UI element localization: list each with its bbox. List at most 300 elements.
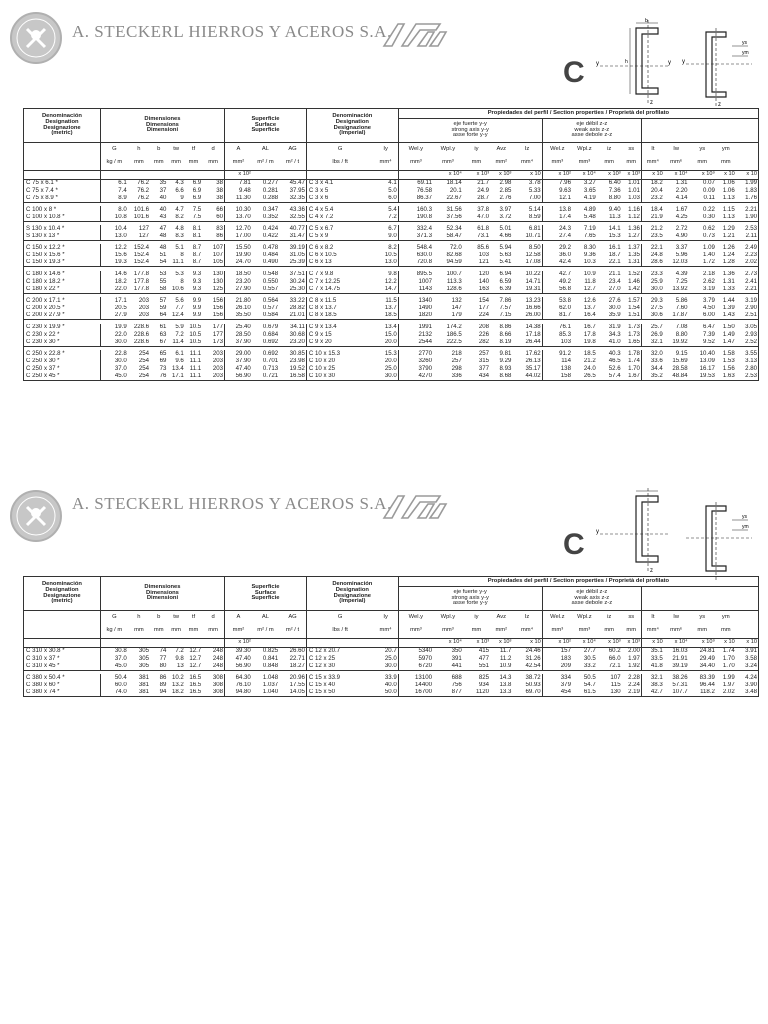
table-cell: 6.00 <box>703 312 715 319</box>
table-cell: 37.56 <box>446 213 462 220</box>
svg-text:y: y <box>668 60 671 66</box>
table-cell: 434 <box>478 372 490 379</box>
symbol-header: d <box>202 611 224 625</box>
symbol-header: ss <box>622 143 642 157</box>
table-cell: 0.352 <box>262 213 279 220</box>
table-cell: 32.1 <box>650 338 663 345</box>
table-cell: 2.02 <box>722 689 735 696</box>
table-cell: C 15 x 50 <box>308 689 335 696</box>
table-cell: 1.92 <box>622 663 642 671</box>
table-cell: 50.0 <box>373 689 398 697</box>
table-cell: 1007 <box>418 278 432 285</box>
table-cell: 63 <box>159 331 167 338</box>
table-cell: 72.0 <box>449 244 462 251</box>
unit-header: mm⁴ <box>512 625 542 639</box>
table-cell: 1.01 <box>622 187 642 195</box>
table-cell: 27.90 <box>235 285 251 292</box>
unit-header: mm <box>604 627 615 634</box>
table-cell: 86.37 <box>416 194 432 201</box>
symbol-header: h <box>137 613 141 620</box>
table-cell: 1.49 <box>722 331 735 338</box>
table-cell: 8.80 <box>675 331 688 338</box>
table-cell: 37.8 <box>477 206 490 213</box>
table-cell: 50.5 <box>583 674 596 681</box>
table-cell: 21.1 <box>608 270 621 278</box>
table-cell: 2.73 <box>745 270 757 278</box>
table-cell: 82.68 <box>446 251 462 259</box>
table-cell: 14.3 <box>499 674 512 681</box>
weak-axis-header: eje débil z-z weak axis z-z asse debole z-z <box>542 119 641 143</box>
dimensions-header: Dimensiones Dimensions Dimensioni <box>100 109 224 143</box>
table-cell: 77 <box>159 655 167 662</box>
symbol-header: ys <box>699 145 706 152</box>
table-cell: 60.2 <box>608 647 621 655</box>
table-cell: 0.557 <box>262 285 279 292</box>
table-row <box>24 244 759 252</box>
table-cell: 4.89 <box>583 206 596 213</box>
table-cell: 5340 <box>418 647 432 655</box>
denomination-imperial-header: Denominación Designation Designazione (Imperial) <box>306 577 398 611</box>
table-cell: 33.6 <box>650 357 663 365</box>
table-cell: 22.67 <box>446 194 462 201</box>
table-cell: 37 <box>159 187 167 194</box>
table-cell: 177.8 <box>133 285 150 292</box>
table-cell: 57 <box>159 297 167 304</box>
table-cell: 24.9 <box>477 187 490 194</box>
table-cell: 35.2 <box>650 372 663 379</box>
table-cell: 30.6 <box>650 312 663 319</box>
table-cell: 1.31 <box>722 278 735 285</box>
table-cell: 61 <box>159 323 167 331</box>
table-cell: 17.1 <box>114 297 127 304</box>
table-row <box>24 324 759 332</box>
table-cell: 0.478 <box>262 244 279 251</box>
table-cell: 257 <box>451 357 462 365</box>
table-cell: C 6 x 8.2 <box>308 244 334 251</box>
table-cell: 5.6 <box>175 297 184 304</box>
table-cell: 7.86 <box>499 297 512 304</box>
svg-text:y: y <box>596 61 599 67</box>
symbol-header: Iz <box>512 143 542 157</box>
table-cell: 4.25 <box>675 213 688 220</box>
table-cell: 10.4 <box>114 225 127 232</box>
table-cell: 1.43 <box>722 312 735 319</box>
table-cell: 8.3 <box>175 232 184 239</box>
denomination-imperial-header: Denominación Designation Designazione (Imperial) <box>306 109 398 143</box>
table-row <box>24 278 759 286</box>
table-cell: 3.58 <box>745 655 757 662</box>
table-cell: 1.35 <box>622 252 642 260</box>
table-cell: 13 <box>177 662 184 669</box>
table-cell: 45.0 <box>114 662 127 669</box>
channel-section-diagram <box>596 18 674 106</box>
svg-text:ys: ys <box>742 40 747 46</box>
table-cell: 9.8 <box>373 271 398 279</box>
table-cell: 1.040 <box>262 689 279 696</box>
unit-header: mm² <box>495 627 508 634</box>
table-cell: 34.4 <box>650 365 663 372</box>
table-cell: C 7 x 14.75 <box>308 285 341 292</box>
table-cell: 209 <box>560 662 571 669</box>
table-cell: C 15 x 40 <box>308 681 335 689</box>
table-cell: 50.93 <box>512 682 542 690</box>
table-cell: 5.86 <box>675 297 688 304</box>
table-cell: 8.50 <box>512 244 542 252</box>
table-cell: 248 <box>202 648 224 656</box>
table-cell: 3.90 <box>745 681 757 689</box>
table-cell: 32.0 <box>650 350 663 357</box>
unit-header: mm <box>471 627 482 634</box>
table-cell: 73.1 <box>477 232 490 239</box>
table-cell: 0.22 <box>703 206 715 213</box>
table-cell: 1.50 <box>722 323 735 331</box>
table-cell: 1.47 <box>722 338 735 345</box>
table-cell: 6.81 <box>512 225 542 233</box>
table-cell: 3260 <box>418 357 432 365</box>
unit-header: mm <box>471 159 482 166</box>
table-cell: 2.72 <box>675 225 688 232</box>
table-cell: 0.679 <box>262 323 279 331</box>
table-cell: 27.9 <box>114 312 127 319</box>
table-cell: C 75 x 7.4 * <box>24 187 101 195</box>
table-cell: C 250 x 30 * <box>24 358 101 366</box>
table-cell: 548.4 <box>416 244 432 251</box>
table-cell: 248 <box>202 655 224 663</box>
table-cell: C 12 x 25 <box>308 655 335 662</box>
table-cell: 5.1 <box>175 244 184 251</box>
table-cell: 34.11 <box>279 324 306 332</box>
table-cell: C 250 x 37 * <box>24 365 101 373</box>
table-cell: 2.18 <box>703 270 715 278</box>
svg-text:z: z <box>650 568 653 574</box>
table-cell: 19.52 <box>279 365 306 373</box>
table-cell: 3.27 <box>583 179 596 187</box>
table-cell: C 380 x 60 * <box>24 682 101 690</box>
table-cell: 203 <box>202 365 224 373</box>
table-cell: 8.86 <box>499 323 512 331</box>
table-cell: 7.36 <box>608 187 621 194</box>
unit-header: mm³ <box>410 627 422 634</box>
table-cell: 10.71 <box>512 233 542 241</box>
table-cell: 203 <box>138 304 150 312</box>
table-cell: 12.58 <box>512 252 542 260</box>
table-cell: 121 <box>478 259 490 266</box>
table-cell: 23.2 <box>650 194 663 201</box>
table-cell: 4.66 <box>499 232 512 239</box>
table-cell: 4.3 <box>175 179 184 187</box>
table-cell: 1.33 <box>722 285 735 292</box>
table-cell: 107.7 <box>672 689 688 696</box>
table-cell: 42.7 <box>559 270 571 278</box>
table-cell: C 15 x 33.9 <box>308 674 341 681</box>
table-cell: 14.7 <box>373 286 398 294</box>
table-cell: 1.36 <box>622 225 642 233</box>
table-cell: 23.20 <box>235 278 251 285</box>
table-cell: 16.7 <box>583 323 596 331</box>
table-cell: 7.81 <box>238 179 251 187</box>
table-cell: 305 <box>138 647 150 655</box>
table-cell: 7.57 <box>499 304 512 312</box>
table-cell: 0.73 <box>703 232 715 239</box>
table-cell: 1.40 <box>703 251 715 259</box>
table-cell: 40.77 <box>279 225 306 233</box>
table-cell: 158 <box>560 372 571 379</box>
table-cell: 16.5 <box>189 674 202 681</box>
unit-header: mm <box>134 627 144 634</box>
symbol-header: Wel.y <box>408 145 424 152</box>
table-row <box>24 358 759 366</box>
table-cell: 16.4 <box>583 312 596 319</box>
table-cell: 1.58 <box>722 350 735 357</box>
table-cell: 25.7 <box>650 323 663 331</box>
table-cell: 0.277 <box>262 179 279 187</box>
table-cell: C 8 x 18.5 <box>308 312 337 319</box>
table-cell: 9.36 <box>583 251 596 259</box>
svg-text:z: z <box>650 100 653 106</box>
table-cell: 35.9 <box>608 312 621 319</box>
table-cell: 7.4 <box>118 187 127 194</box>
table-cell: 41.8 <box>650 662 663 669</box>
symbol-header: tf <box>191 613 196 620</box>
table-cell: 16700 <box>415 689 432 696</box>
table-cell: 218 <box>451 350 462 357</box>
table-cell: 10.9 <box>499 662 512 669</box>
symbol-header: ym <box>721 145 730 152</box>
table-cell: 190.8 <box>416 213 432 220</box>
table-cell: 1.26 <box>722 244 735 251</box>
table-cell: 1.83 <box>745 187 757 194</box>
table-cell: 0.422 <box>262 232 279 239</box>
symbol-header: G <box>337 145 343 152</box>
table-cell: 0.684 <box>262 331 279 338</box>
symbol-header: ss <box>622 611 642 625</box>
table-cell: 5970 <box>418 655 432 662</box>
table-cell: 7.5 <box>192 213 202 220</box>
table-cell: 23.20 <box>279 339 306 347</box>
channel-profile-diagram <box>682 28 754 108</box>
table-cell: 26.60 <box>279 648 306 656</box>
table-cell: 37.51 <box>279 271 306 279</box>
table-cell: 2.93 <box>745 331 757 338</box>
table-cell: 130 <box>202 271 224 279</box>
table-cell: 454 <box>560 689 571 696</box>
table-cell: 24.0 <box>583 365 596 372</box>
table-cell: 0.347 <box>262 206 279 213</box>
unit-header: mm <box>604 159 615 166</box>
table-cell: 0.548 <box>262 270 279 278</box>
table-cell: 24.3 <box>559 225 571 232</box>
table-cell: 18.2 <box>650 179 663 187</box>
table-cell: 9.9 <box>192 297 202 304</box>
unit-header: mm <box>697 159 708 166</box>
svg-text:ys: ys <box>742 514 747 520</box>
table-cell: 1.27 <box>622 233 642 241</box>
table-cell: 6.40 <box>608 179 621 187</box>
table-cell: C 5 x 9 <box>308 232 329 239</box>
table-cell: C 150 x 19.3 * <box>24 259 101 267</box>
table-cell: 69 <box>159 357 167 365</box>
unit-header: mm⁶ <box>670 627 683 634</box>
table-cell: 28.82 <box>279 305 306 313</box>
company-seal-icon <box>10 490 62 542</box>
table-cell: 2544 <box>418 338 432 345</box>
table-cell: C 150 x 12.2 * <box>24 244 101 252</box>
table-cell: 83.39 <box>699 674 715 681</box>
table-cell: 7.2 <box>175 647 184 655</box>
table-cell: 30.5 <box>583 655 596 662</box>
unit-header: mm² <box>232 627 245 634</box>
table-cell: 825 <box>478 674 490 681</box>
table-cell: 12.6 <box>583 297 596 304</box>
table-cell: 5.01 <box>499 225 512 232</box>
table-cell: 8.2 <box>175 213 184 220</box>
table-cell: C 6 x 10.5 <box>308 251 337 259</box>
table-cell: 45.0 <box>114 372 127 379</box>
table-cell: 6.1 <box>118 179 127 187</box>
table-cell: 9.3 <box>192 278 202 285</box>
table-cell: 37.0 <box>114 365 127 372</box>
section-properties-header: Propiedades del perfil / Section properties / Proprietà del profilato <box>398 577 758 587</box>
table-cell: 12.1 <box>559 194 571 201</box>
unit-header: mm <box>188 159 199 166</box>
table-cell: 38.3 <box>650 681 663 689</box>
table-cell: 9.6 <box>175 357 184 365</box>
table-cell: 107 <box>610 674 621 681</box>
table-cell: 2770 <box>418 350 432 357</box>
unit-header: mm³ <box>442 627 454 634</box>
table-cell: 30.0 <box>373 663 398 671</box>
table-cell: 10.5 <box>189 323 202 331</box>
table-cell: 282 <box>478 338 490 345</box>
table-cell: 152.4 <box>133 251 150 259</box>
table-cell: C 10 x 25 <box>308 365 335 372</box>
symbol-header: A <box>236 145 241 152</box>
table-cell: 18.4 <box>650 206 663 213</box>
symbol-header: iz <box>607 613 612 620</box>
table-cell: 20.96 <box>279 674 306 682</box>
table-cell: 15.50 <box>235 244 251 251</box>
symbol-header: Avz <box>496 145 507 152</box>
table-cell: 4.39 <box>675 270 688 278</box>
unit-header: m² / m <box>257 159 274 166</box>
table-cell: 3.48 <box>745 689 757 696</box>
table-cell: 1.56 <box>722 365 735 372</box>
table-cell: 2.41 <box>745 278 757 285</box>
table-cell: 147 <box>451 304 462 312</box>
table-cell: 0.490 <box>262 259 279 266</box>
unit-header: mm <box>153 627 164 634</box>
table-cell: 3.79 <box>703 297 715 304</box>
table-cell: 14.71 <box>512 278 542 286</box>
table-cell: 2.53 <box>745 225 757 232</box>
table-cell: 9.29 <box>499 357 512 365</box>
table-cell: 23.3 <box>650 270 663 278</box>
table-cell: C 200 x 27.9 * <box>24 312 101 320</box>
unit-header: mm³ <box>442 159 454 166</box>
table-cell: 154 <box>478 297 490 304</box>
table-cell: 186.5 <box>446 331 462 338</box>
table-cell: 9.8 <box>175 655 184 662</box>
table-cell: 2.90 <box>745 304 757 312</box>
table-cell: 15.0 <box>373 331 398 339</box>
table-cell: 64.30 <box>235 674 251 681</box>
table-cell: 16.5 <box>189 689 202 696</box>
table-cell: 33.5 <box>650 655 663 662</box>
table-cell: 76 <box>159 372 167 379</box>
table-cell: 160.3 <box>416 206 432 213</box>
unit-header: m² / t <box>279 625 306 639</box>
table-cell: 25.0 <box>373 365 398 373</box>
unit-header: mm <box>697 627 708 634</box>
table-cell: 11.2 <box>499 655 512 662</box>
table-cell: 10.30 <box>235 206 251 213</box>
table-cell: 25.30 <box>279 286 306 294</box>
table-cell: 6.1 <box>175 350 184 357</box>
symbol-header: Iy <box>373 143 398 157</box>
table-cell: 29.3 <box>650 297 663 304</box>
table-cell: 1991 <box>418 323 432 331</box>
table-cell: 58.47 <box>446 232 462 239</box>
table-cell: C 380 x 50.4 * <box>24 674 101 682</box>
table-cell: 51 <box>159 251 167 259</box>
table-cell: 391 <box>451 655 462 662</box>
symbol-header: tw <box>173 145 180 152</box>
table-cell: 203 <box>202 350 224 358</box>
table-cell: 16.5 <box>189 681 202 689</box>
table-cell: 3.13 <box>745 357 757 365</box>
table-cell: 76.10 <box>235 681 251 689</box>
table-cell: 130 <box>202 278 224 286</box>
table-cell: 20.4 <box>650 187 663 194</box>
unit-header: mm⁴ <box>646 627 659 634</box>
table-cell: 5.4 <box>373 206 398 214</box>
table-cell: 0.841 <box>262 655 279 662</box>
table-cell: 9.15 <box>675 350 688 357</box>
table-cell: 41.0 <box>608 338 621 345</box>
table-cell: 4.8 <box>175 225 184 232</box>
symbol-header: Iz <box>512 611 542 625</box>
table-cell: 208 <box>478 323 490 331</box>
table-cell: 115 <box>610 681 621 689</box>
table-cell: C 310 x 37 * <box>24 655 101 663</box>
table-cell: 203 <box>202 358 224 366</box>
table-cell: 11.5 <box>373 297 398 305</box>
table-cell: C 9 x 15 <box>308 331 332 338</box>
table-cell: 34.3 <box>608 331 621 338</box>
table-cell: 12.4 <box>171 312 184 319</box>
table-cell: 11.1 <box>189 350 202 357</box>
unit-header: mm³ <box>578 159 591 166</box>
table-cell: 5.33 <box>512 187 542 195</box>
table-cell: 35 <box>159 179 167 187</box>
table-cell: 12.2 <box>373 278 398 286</box>
table-cell: 127 <box>138 232 150 239</box>
table-cell: 3.55 <box>745 350 757 357</box>
table-cell: 101.6 <box>133 213 150 220</box>
table-cell: S 130 x 13 * <box>24 233 101 241</box>
table-cell: 7.5 <box>192 206 202 213</box>
table-cell: 19.31 <box>512 286 542 294</box>
table-cell: 1.73 <box>622 324 642 332</box>
table-cell: 60 <box>202 214 224 222</box>
table-cell: 1.42 <box>622 286 642 294</box>
table-cell: 203 <box>138 312 150 319</box>
table-cell: 1.54 <box>622 305 642 313</box>
table-cell: 39.19 <box>279 244 306 252</box>
table-cell: 56.8 <box>559 285 571 292</box>
table-cell: 7.15 <box>499 312 512 319</box>
table-cell: 1.31 <box>622 259 642 267</box>
